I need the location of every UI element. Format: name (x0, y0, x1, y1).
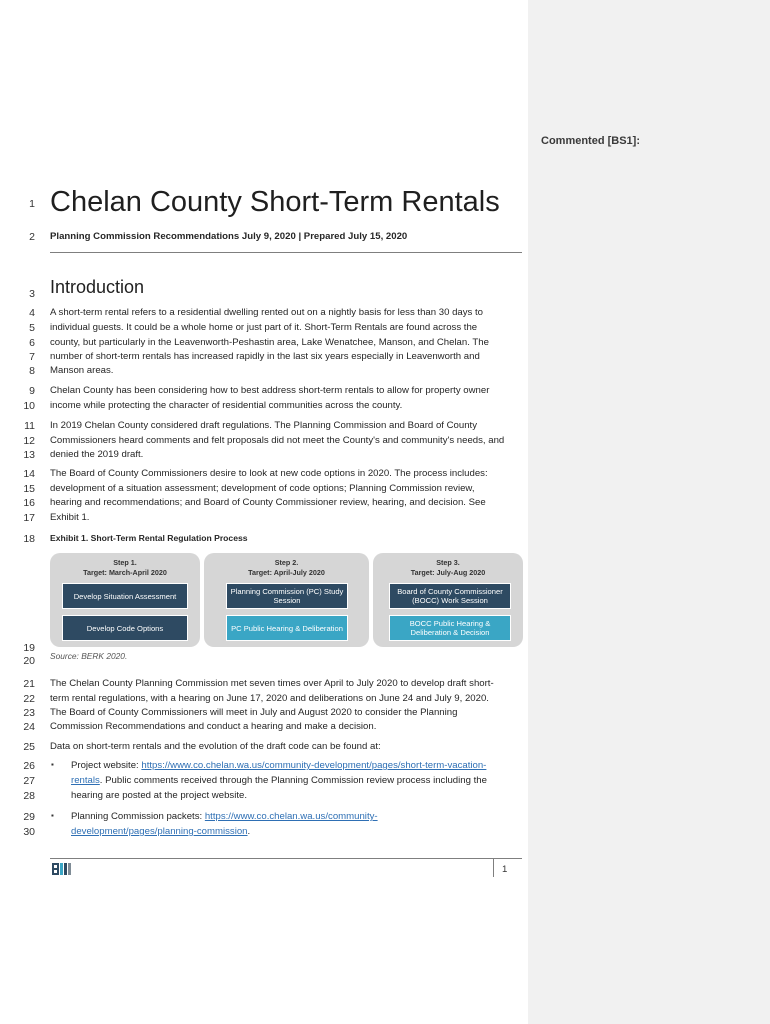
line-number: 9 (29, 385, 35, 397)
process-step-3 (373, 553, 523, 647)
body-text-line: number of short-term rentals has increased rapidly in the last six years especially in Leavenworth and (50, 351, 480, 362)
page-number: 1 (502, 864, 508, 875)
bullet-project-label: Project website: (71, 760, 142, 771)
line-number: 12 (23, 435, 35, 447)
step-1-box-bottom: Develop Code Options (62, 615, 188, 641)
bullet-packets-rest: . (247, 826, 251, 837)
step-1-box-top: Develop Situation Assessment (62, 583, 188, 609)
line-number: 8 (29, 365, 35, 377)
line-number: 10 (23, 400, 35, 412)
step-2-label: Step 2. (274, 558, 299, 567)
bullet-packets-line-2 (71, 826, 250, 837)
step-3-box-top: Board of County Commissioner (BOCC) Work Session (389, 583, 511, 609)
title-divider (50, 252, 522, 253)
line-number: 20 (23, 655, 35, 667)
bullet-packets-label: Planning Commission packets: (71, 811, 205, 822)
body-text-line: development of a situation assessment; development of code options; Planning Commission review, (50, 483, 475, 494)
line-number: 7 (29, 351, 35, 363)
comments-margin-panel (528, 0, 770, 1024)
step-1-header (50, 558, 200, 578)
line-number: 25 (23, 741, 35, 753)
project-website-link-cont[interactable]: rentals (71, 775, 100, 786)
line-number: 17 (23, 512, 35, 524)
berk-logo-icon (52, 862, 74, 876)
line-number: 4 (29, 307, 35, 319)
line-number: 23 (23, 707, 35, 719)
line-number: 24 (23, 721, 35, 733)
document-title: Chelan County Short-Term Rentals (50, 186, 500, 218)
body-text-line: hearing and recommendations; and Board of County Commissioner review, hearing, and decision. See (50, 497, 486, 508)
bullet-packets-line-1 (71, 811, 378, 822)
line-number: 16 (23, 497, 35, 509)
step-3-label: Step 3. (436, 558, 460, 567)
bullet-project-line-3: hearing are posted at the project website. (71, 790, 247, 801)
body-text-line: Manson areas. (50, 365, 114, 376)
exhibit-title: Exhibit 1. Short-Term Rental Regulation Process (50, 533, 248, 543)
footer-separator (493, 858, 494, 877)
line-number: 1 (29, 198, 35, 210)
footer-divider (50, 858, 522, 859)
process-step-1 (50, 553, 200, 647)
line-number: 22 (23, 693, 35, 705)
body-text-line: Data on short-term rentals and the evolution of the draft code can be found at: (50, 741, 381, 752)
step-2-target: Target: April-July 2020 (248, 568, 325, 577)
line-number: 27 (23, 775, 35, 787)
step-1-label: Step 1. (113, 558, 137, 567)
exhibit-source: Source: BERK 2020. (50, 651, 128, 661)
body-text-line: Exhibit 1. (50, 512, 90, 523)
line-number: 13 (23, 449, 35, 461)
line-number: 30 (23, 826, 35, 838)
line-number: 15 (23, 483, 35, 495)
intro-heading: Introduction (50, 277, 145, 297)
line-number: 29 (23, 811, 35, 823)
body-text-line: Commissioners heard comments and felt proposals did not meet the County's and community's needs, and (50, 435, 505, 446)
body-text-line: denied the 2019 draft. (50, 449, 144, 460)
line-number: 11 (24, 420, 35, 432)
body-text-line: county, but particularly in the Leavenworth-Peshastin area, Lake Wenatchee, Manson, and Chelan. The (50, 337, 489, 348)
body-text-line: income while protecting the character of residential communities across the county. (50, 400, 403, 411)
document-subtitle: Planning Commission Recommendations July 9, 2020 | Prepared July 15, 2020 (50, 231, 408, 242)
step-2-box-bottom: PC Public Hearing & Deliberation (226, 615, 348, 641)
body-text-line: The Board of County Commissioners will meet in July and August 2020 to consider the Planning (50, 707, 458, 718)
body-text-line: A short-term rental refers to a residential dwelling rented out on a nightly basis for less than 30 days to (50, 307, 484, 318)
line-number: 26 (23, 760, 35, 772)
bullet-project-line-2 (71, 775, 487, 786)
square-bullet-icon: ▪ (51, 811, 54, 820)
line-number: 6 (29, 337, 35, 349)
step-1-target: Target: March-April 2020 (83, 568, 167, 577)
line-number: 19 (23, 642, 35, 654)
step-3-header (373, 558, 523, 578)
step-3-target: Target: July-Aug 2020 (410, 568, 486, 577)
step-3-box-bottom: BOCC Public Hearing & Deliberation & Decision (389, 615, 511, 641)
bullet-project-line-1 (71, 760, 486, 771)
body-text-line: The Chelan County Planning Commission met seven times over April to July 2020 to develop draft short- (50, 678, 494, 689)
body-text-line: Chelan County has been considering how to best address short-term rentals to allow for property owner (50, 385, 490, 396)
comment-title[interactable]: Commented [BS1]: (541, 135, 641, 147)
bullet-project-rest: . Public comments received through the Planning Commission review process including the (99, 775, 487, 786)
step-2-box-top: Planning Commission (PC) Study Session (226, 583, 348, 609)
process-step-2 (204, 553, 369, 647)
line-number: 2 (29, 231, 35, 243)
step-2-header (204, 558, 369, 578)
project-website-link[interactable]: https://www.co.chelan.wa.us/community-development/pages/short-term-vacation- (141, 760, 487, 771)
body-text-line: term rental regulations, with a hearing on June 17, 2020 and deliberations on June 24 and July 9, 2020. (50, 693, 489, 704)
square-bullet-icon: ▪ (51, 760, 54, 769)
body-text-line: individual guests. It could be a whole home or just part of it. Short-Term Rentals are found across the (50, 322, 478, 333)
body-text-line: Commission Recommendations and conduct a hearing and make a decision. (50, 721, 377, 732)
line-number: 3 (29, 288, 35, 300)
line-number: 14 (23, 468, 35, 480)
line-number: 28 (23, 790, 35, 802)
pc-packets-link-cont[interactable]: development/pages/planning-commission (71, 826, 248, 837)
line-number: 5 (29, 322, 35, 334)
body-text-line: In 2019 Chelan County considered draft regulations. The Planning Commission and Board of County (50, 420, 478, 431)
pc-packets-link[interactable]: https://www.co.chelan.wa.us/community- (204, 811, 378, 822)
body-text-line: The Board of County Commissioners desire to look at new code options in 2020. The process includes: (50, 468, 488, 479)
line-number: 18 (23, 533, 35, 545)
line-number: 21 (23, 678, 35, 690)
